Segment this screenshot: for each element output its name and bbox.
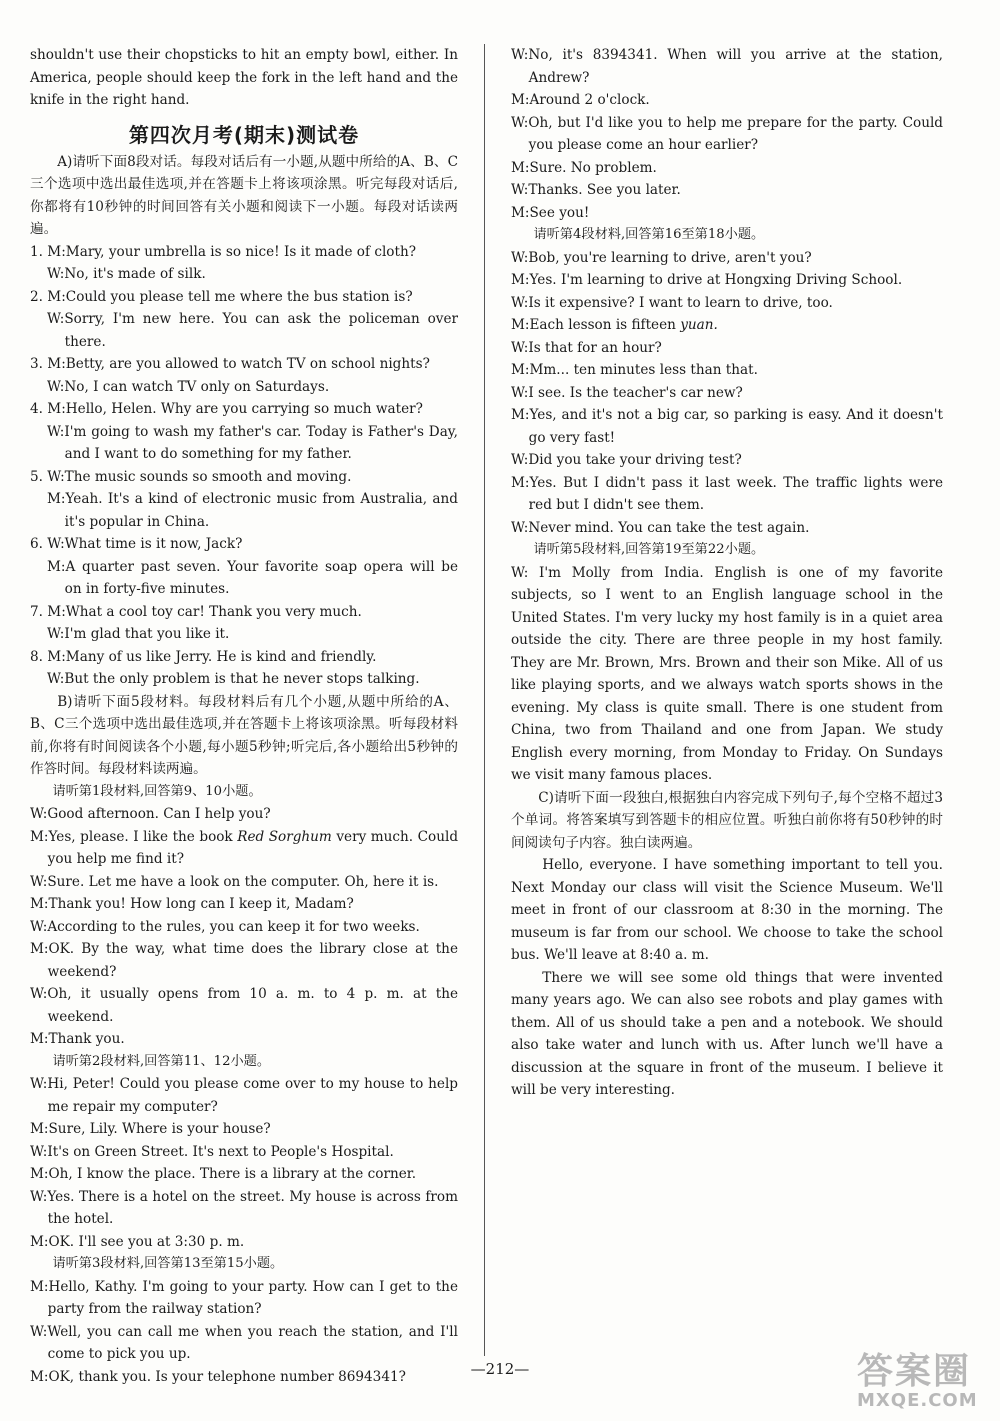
material-line: W:Oh, it usually opens from 10 a. m. to 4 p. m. at the weekend. xyxy=(30,986,458,1025)
dialog-line: M:A quarter past seven. Your favorite soap opera will be on in forty-five minutes. xyxy=(47,558,458,597)
material-line: M:See you! xyxy=(511,204,590,221)
material-line: M:Yes. I'm learning to drive at Hongxing Driving School. xyxy=(511,272,903,288)
part-a-instructions: A)请听下面8段对话。每段对话后有一小题,从题中所给的A、B、C三个选项中选出最佳选项,并在答题卡上将该项涂黑。听完每段对话后,你都将有10秒钟的时间回答有关小题和阅读下一小题。每段对话读两遍。 xyxy=(30,153,458,237)
material-line: W:Good afternoon. Can I help you? xyxy=(30,806,271,822)
watermark-text: 答案圈 xyxy=(857,1351,972,1392)
material-line: M:Sure. No problem. xyxy=(511,159,657,176)
section-heading-4: 请听第4段材料,回答第16至第18小题。 xyxy=(533,227,765,242)
material-line: W:Did you take your driving test? xyxy=(511,452,742,468)
dialog-line: W:No, it's made of silk. xyxy=(47,266,206,282)
material-line xyxy=(511,314,943,337)
material-line: W:Is that for an hour? xyxy=(511,339,662,356)
left-column xyxy=(30,44,458,1388)
dialog-line: W:I'm going to wash my father's car. Today is Father's Day, and I want to do something for my father. xyxy=(47,423,458,462)
material-line: M:Hello, Kathy. I'm going to your party. How can I get to the party from the railway station? xyxy=(30,1278,458,1317)
material-line: M:Thank you! How long can I keep it, Madam? xyxy=(30,896,354,912)
dialog-line: W:But the only problem is that he never stops talking. xyxy=(47,671,420,687)
dialog-line: W:Sorry, I'm new here. You can ask the policeman over there. xyxy=(47,311,458,350)
dialog-line: W:No, I can watch TV only on Saturdays. xyxy=(47,378,330,395)
material-line: M:OK. I'll see you at 3:30 p. m. xyxy=(30,1233,245,1250)
material-line: W:Sure. Let me have a look on the computer. Oh, here it is. xyxy=(30,873,439,890)
dialog-line: 7. M:What a cool toy car! Thank you very much. xyxy=(30,603,362,620)
material-line: W:Oh, but I'd like you to help me prepare for the party. Could you please come an hour earlier? xyxy=(511,114,943,153)
watermark-logo xyxy=(857,1353,982,1413)
column-divider xyxy=(484,44,485,1356)
material-line: M:Thank you. xyxy=(30,1031,125,1047)
section-heading-2: 请听第2段材料,回答第11、12小题。 xyxy=(52,1053,271,1069)
material-line: M:Oh, I know the place. There is a library at the corner. xyxy=(30,1166,417,1182)
material-line: W:Thanks. See you later. xyxy=(511,182,681,198)
material-line: W:It's on Green Street. It's next to People's Hospital. xyxy=(30,1143,394,1160)
section-heading-1: 请听第1段材料,回答第9、10小题。 xyxy=(52,783,262,799)
dialog-line: 8. M:Many of us like Jerry. He is kind and friendly. xyxy=(30,648,377,665)
material-line: W:I see. Is the teacher's car new? xyxy=(511,384,743,401)
line-text: very much. Could you help me find it? xyxy=(47,828,459,867)
dialog-list xyxy=(30,241,458,691)
dialog-line: 3. M:Betty, are you allowed to watch TV on school nights? xyxy=(30,356,430,372)
page-number: —212— xyxy=(470,1360,530,1378)
material-line: W:According to the rules, you can keep it for two weeks. xyxy=(30,918,420,935)
material-line: M:Yes. But I didn't pass it last week. The traffic lights were red but I didn't see them. xyxy=(511,474,943,513)
dialog-line: M:Yeah. It's a kind of electronic music from Australia, and it's popular in China. xyxy=(47,491,458,530)
book-title: Red Sorghum xyxy=(237,828,332,845)
material-line: W:Hi, Peter! Could you please come over to my house to help me repair my computer? xyxy=(30,1076,458,1115)
exam-title: 第四次月考(期末)测试卷 xyxy=(128,122,360,147)
currency-word: yuan. xyxy=(680,317,718,333)
section-heading-5: 请听第5段材料,回答第19至第22小题。 xyxy=(533,542,765,557)
material-line: W:Well, you can call me when you reach the station, and I'll come to pick you up. xyxy=(30,1323,458,1362)
material-line: M:Mm... ten minutes less than that. xyxy=(511,362,758,378)
dialog-line: 5. W:The music sounds so smooth and moving. xyxy=(30,468,352,485)
material-line: M:OK. By the way, what time does the library close at the weekend? xyxy=(30,941,458,980)
material-line: W:Bob, you're learning to drive, aren't you? xyxy=(511,249,812,266)
section-heading-3: 请听第3段材料,回答第13至第15小题。 xyxy=(52,1256,284,1271)
dialog-line: 4. M:Hello, Helen. Why are you carrying so much water? xyxy=(30,401,423,417)
line-text: M:Yes, please. I like the book xyxy=(30,828,233,845)
dialog-line: W:I'm glad that you like it. xyxy=(47,626,230,642)
monologue-paragraph: There we will see some old things that were invented many years ago. We can also see robots and play games with them. All of us should take a pen and a notebook. We should also take water and lunch with us. After lunch we'll have a discussion at the square in front of the museum. I believe it will be very interesting. xyxy=(511,969,943,1098)
dialog-line: 1. M:Mary, your umbrella is so nice! Is it made of cloth? xyxy=(30,243,416,260)
line-text: M:Each lesson is fifteen xyxy=(511,317,676,333)
intro-paragraph: shouldn't use their chopsticks to hit an empty bowl, either. In America, people should keep the fork in the left hand and the knife in the right hand. xyxy=(30,47,458,108)
dialog-line: 6. W:What time is it now, Jack? xyxy=(30,536,243,552)
material-line: W:No, it's 8394341. When will you arrive at the station, Andrew? xyxy=(511,47,943,86)
material-line: M:OK, thank you. Is your telephone number 8694341? xyxy=(30,1368,406,1385)
material-line: W:Never mind. You can take the test again. xyxy=(511,519,810,536)
right-column xyxy=(511,44,943,1102)
material-line: W:Yes. There is a hotel on the street. My house is across from the hotel. xyxy=(30,1188,458,1227)
monologue-paragraph: Hello, everyone. I have something important to tell you. Next Monday our class will visit the Science Museum. We'll meet in front of our classroom at 8:30 in the morning. The museum is far from our school. We choose to take the school bus. We'll leave at 8:40 a. m. xyxy=(511,857,943,963)
part-b-instructions: B)请听下面5段材料。每段材料后有几个小题,从题中所给的A、B、C三个选项中选出最佳选项,并在答题卡上将该项涂黑。听每段材料前,你将有时间阅读各个小题,每小题5秒钟;听完后,各小题给出5秒钟的作答时间。每段材料读两遍。 xyxy=(30,693,458,777)
material-line: M:Yes, and it's not a big car, so parking is easy. And it doesn't go very fast! xyxy=(511,407,943,446)
material-5-paragraph: W: I'm Molly from India. English is one of my favorite subjects, so I went to an English language school in the United States. I'm very lucky my host family is in a quiet area outside the city. There are three people in my host family. They are Mr. Brown, Mrs. Brown and their son Mike. All of us like playing sports, and we always watch sports shows in the evening. My class is quite small. There is one student from China, two from Thailand and one from Japan. We study English every morning, from Monday to Friday. On Sundays we visit many famous places. xyxy=(511,564,943,783)
material-line: M:Sure, Lily. Where is your house? xyxy=(30,1121,271,1137)
material-line: M:Around 2 o'clock. xyxy=(511,92,650,108)
material-line xyxy=(30,826,458,871)
material-line: W:Is it expensive? I want to learn to drive, too. xyxy=(511,294,833,311)
dialog-line: 2. M:Could you please tell me where the bus station is? xyxy=(30,288,413,305)
part-c-instructions: C)请听下面一段独白,根据独白内容完成下列句子,每个空格不超过3个单词。将答案填写到答题卡的相应位置。听独白前你将有50秒钟的时间阅读句子内容。独白读两遍。 xyxy=(511,789,943,851)
watermark-url: MXQE.COM xyxy=(857,1390,978,1411)
